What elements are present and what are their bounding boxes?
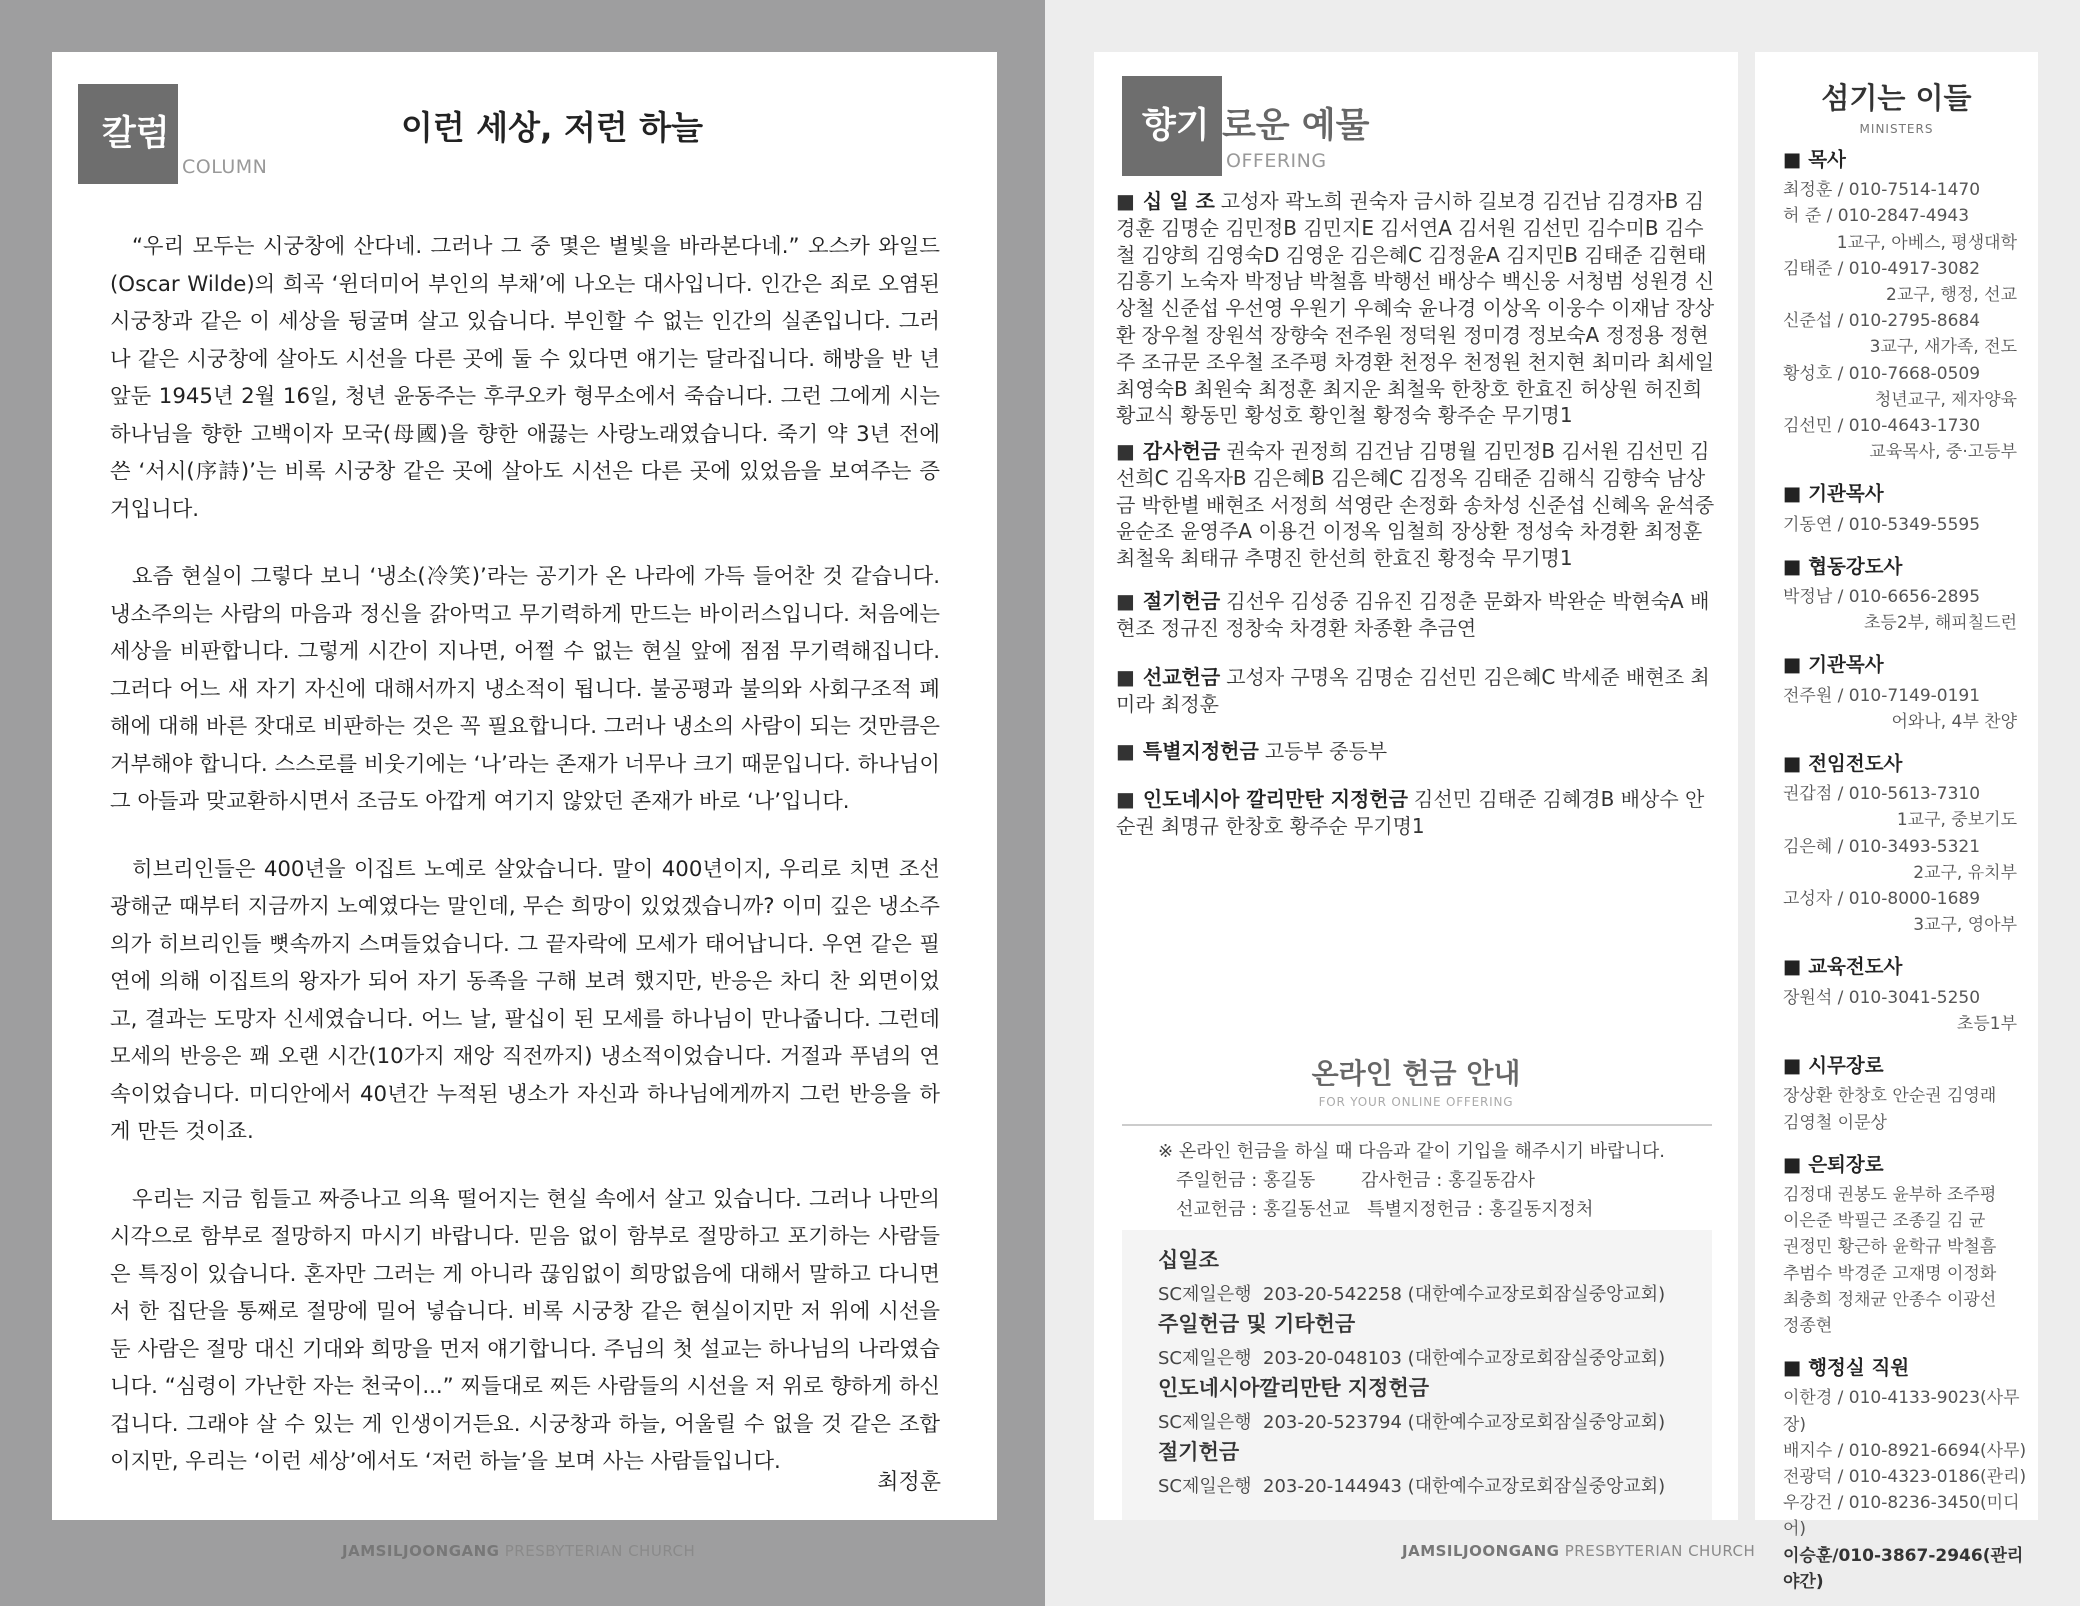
ministers-line: 김선민 / 010-4643-1730	[1783, 416, 1981, 437]
ministers-line: 최충희 정채균 안종수 이광선	[1783, 1289, 1997, 1310]
ministers-section-title: ■ 기관목사	[1783, 482, 1884, 506]
online-divider	[1122, 1124, 1712, 1126]
ministers-line: 정종현	[1783, 1315, 1833, 1336]
ministers-line: 최정훈 / 010-7514-1470	[1783, 180, 1981, 201]
account-item	[1158, 1372, 1665, 1434]
ministers-line: 권정민 황근하 윤학규 박철흠	[1783, 1237, 1997, 1258]
ministers-line: 고성자 / 010-8000-1689	[1783, 889, 1981, 910]
column-paragraph: 우리는 지금 힘들고 짜증나고 의욕 떨어지는 현실 속에서 살고 있습니다. 그러나 나만의 시각으로 함부로 절망하지 마시기 바랍니다. 믿음 없이 함부로 절망하고 포기하는 사람들은 특징이 있습니다. 혼자만 그러는 게 아니라 끊임없이 희망없음에 대해서 말하고 다니면서 한 집단을 통째로 절망에 밀어 넣습니다. 비록 시궁창 같은 현실이지만 저 위에 시선을 둔 사람은 절망 대신 기대와 희망을 먼저 얘기합니다. 주님의 첫 설교는 하나님의 나라였습니다. “심령이 가난한 자는 천국이...” 찌들대로 찌든 사람들의 시선을 저 위로 향하게 하신 겁니다. 그래야 살 수 있는 게 인생이거든요. 시궁창과 하늘, 어울릴 수 없을 것 같은 조합이지만, 우리는 ‘이런 세상’에서도 ‘저런 하늘’을 보며 사는 사람들입니다.	[110, 1186, 940, 1474]
ministers-line: 청년교구, 제자양육	[1874, 389, 2017, 410]
column-paragraph: 요즘 현실이 그렇다 보니 ‘냉소(冷笑)’라는 공기가 온 나라에 가득 들어찬 것 같습니다. 냉소주의는 사람의 마음과 정신을 갉아먹고 무기력하게 만드는 바이러스입니다. 처음에는 세상을 비판합니다. 그렇게 시간이 지나면, 어쩔 수 없는 현실 앞에 점점 무기력해집니다. 그러다 어느 새 자기 자신에 대해서까지 냉소적이 됩니다. 불공평과 불의와 사회구조적 폐해에 대해 바른 잣대로 비판하는 것은 꼭 필요합니다. 그러나 냉소의 사람이 되는 것만큼은 거부해야 합니다. 스스로를 비웃기에는 ‘나’라는 존재가 너무나 크기 때문입니다. 하나님이 그 아들과 맞교환하시면서 조금도 아깝게 여기지 않았던 존재가 바로 ‘나’입니다.	[110, 564, 940, 814]
ministers-title: 섬기는 이들	[1821, 81, 1972, 115]
online-account-box	[1122, 1230, 1712, 1520]
offering-panel	[1094, 52, 1738, 1520]
online-example-1: 주일헌금 : 홍길동 감사헌금 : 홍길동감사	[1176, 1170, 1535, 1191]
ministers-line: 1교구, 아베스, 평생대학	[1836, 232, 2017, 253]
offering-group-title: 선교헌금	[1142, 665, 1221, 689]
offering-badge-sub: OFFERING	[1226, 150, 1327, 172]
ministers-section-title: ■ 협동강도사	[1783, 554, 1903, 578]
account-item	[1158, 1308, 1665, 1370]
ministers-line: 전광덕 / 010-4323-0186(관리)	[1783, 1466, 2027, 1487]
footer-church-rest: PRESBYTERIAN CHURCH	[499, 1542, 696, 1560]
ministers-line: 장상환 한창호 안순권 김영래	[1783, 1086, 1997, 1107]
account-line: SC제일은행 203-20-144943 (대한예수교장로회잠실중앙교회)	[1158, 1476, 1666, 1497]
ministers-line: 초등1부	[1956, 1013, 2017, 1034]
column-badge: 칼럼	[78, 84, 178, 184]
ministers-line: 추범수 박경준 고재명 이정화	[1783, 1263, 1997, 1284]
ministers-section-title: ■ 전임전도사	[1783, 752, 1903, 776]
ministers-panel	[1755, 52, 2038, 1592]
offering-group-title: 인도네시아 깔리만탄 지정헌금	[1142, 787, 1408, 811]
ministers-line: 박정남 / 010-6656-2895	[1783, 587, 1981, 608]
ministers-section-title: ■ 목사	[1783, 148, 1846, 171]
ministers-line: 이은준 박필근 조종길 김 균	[1783, 1211, 1986, 1232]
offering-group-names: 고성자 구명옥 김명순 김선민 김은혜C 박세준 배현조 최미라 최정훈	[1116, 665, 1710, 716]
ministers-line: 장원석 / 010-3041-5250	[1783, 987, 1981, 1008]
ministers-line: 배지수 / 010-8921-6694(사무)	[1783, 1440, 2027, 1461]
online-offering-title: 온라인 헌금 안내	[1311, 1057, 1521, 1090]
column-author: 최정훈	[877, 1470, 941, 1495]
ministers-line: 전주원 / 010-7149-0191	[1783, 685, 1981, 706]
offering-badge-rest: 로운 예물	[1222, 106, 1370, 146]
ministers-line: 신준섭 / 010-2795-8684	[1783, 311, 1981, 332]
offering-group-names: 권숙자 권정희 김건남 김명월 김민정B 김서원 김선민 김선희C 김옥자B 김은혜B 김은혜C 김정옥 김태준 김해식 김향숙 남상금 박한별 배현조 서정희 석영란 손정화 송차성 신준섭 신혜옥 윤석중 윤순조 윤영주A 이용건 이정옥 임철희 장상환 정성숙 차경환 최정훈 최철욱 최태규 추명진 한선희 한효진 황정숙 무기명1	[1116, 439, 1715, 571]
column-badge-sub: COLUMN	[182, 156, 268, 178]
ministers-line: 이한경 / 010-4133-9023(사무장)	[1783, 1388, 2020, 1435]
ministers-line: 권갑점 / 010-5613-7310	[1783, 784, 1981, 805]
offering-group-mission: ■ 선교헌금 고성자 구명옥 김명순 김선민 김은혜C 박세준 배현조 최미라 최정훈	[1116, 665, 1710, 716]
ministers-section-title: ■ 시무장로	[1783, 1054, 1884, 1078]
offering-badge: 향기	[1122, 76, 1222, 176]
ministers-section-title: ■ 교육전도사	[1783, 955, 1903, 979]
footer-church-rest: PRESBYTERIAN CHURCH	[1559, 1542, 1756, 1560]
ministers-line: 우강건 / 010-8236-3450(미디어)	[1783, 1493, 2020, 1540]
online-note	[1158, 1137, 1665, 1224]
footer-left	[342, 1542, 695, 1560]
offering-group-names: 고성자 곽노희 권숙자 금시하 길보경 김건남 김경자B 김경훈 김명순 김민정B 김민지E 김서연A 김서원 김선민 김수미B 김수철 김양희 김영숙D 김영운 김은혜C 김정윤A 김지민B 김태준 김현태 김흥기 노숙자 박정남 박철흠 박행선 배상수 백신웅 서청범 성원경 신상철 신준섭 우선영 우원기 우혜숙 윤나경 이상옥 이웅수 이재남 장상환 장우철 장원석 장향숙 전주원 정덕원 정미경 정보숙A 정정용 정현주 조규문 조우철 조주평 차경환 천정우 천정원 천지현 최미라 최세일 최영숙B 최원숙 최정훈 최지운 최철욱 한창호 한효진 허상원 허진희 황교식 황동민 황성호 황인철 황정숙 황주순 무기명1	[1116, 189, 1715, 428]
ministers-line: 3교구, 영아부	[1913, 915, 2017, 936]
ministers-line: 김은혜 / 010-3493-5321	[1783, 836, 1981, 857]
offering-group-names: 고등부 중등부	[1264, 739, 1388, 763]
offering-group-title: 십 일 조	[1142, 189, 1215, 213]
offering-group-special: ■ 특별지정헌금 고등부 중등부	[1116, 739, 1388, 763]
account-title: 십일조	[1158, 1248, 1219, 1272]
ministers-section-title: ■ 기관목사	[1783, 653, 1884, 677]
ministers-line: 김태준 / 010-4917-3082	[1783, 258, 1981, 279]
ministers-line: 2교구, 행정, 선교	[1886, 285, 2017, 306]
offering-group-tithe: ■ 십 일 조 고성자 곽노희 권숙자 금시하 길보경 김건남 김경자B 김경훈 김명순 김민정B 김민지E 김서연A 김서원 김선민 김수미B 김수철 김양희 김영숙D 김영운 김은혜C 김정윤A 김지민B 김태준 김현태 김흥기 노숙자 박정남 박철흠 박행선 배상수 백신웅 서청범 성원경 신상철 신준섭 우선영 우원기 우혜숙 윤나경 이상옥 이웅수 이재남 장상환 장우철 장원석 장향숙 전주원 정덕원 정미경 정보숙A 정정용 정현주 조규문 조우철 조주평 차경환 천정우 천정원 천지현 최미라 최세일 최영숙B 최원숙 최정훈 최지운 최철욱 한창호 한효진 허상원 허진희 황교식 황동민 황성호 황인철 황정숙 황주순 무기명1	[1116, 189, 1715, 428]
ministers-line: 허 준 / 010-2847-4943	[1783, 206, 1970, 227]
ministers-line: 1교구, 중보기도	[1896, 810, 2017, 831]
footer-church-bold: JAMSILJOONGANG	[1402, 1542, 1560, 1560]
offering-group-season: ■ 절기헌금 김선우 김성중 김유진 김정춘 문화자 박완순 박현숙A 배현조 정규진 정창숙 차경환 차종환 추금연	[1116, 589, 1710, 640]
online-note-text: ※ 온라인 헌금을 하실 때 다음과 같이 기입을 해주시기 바랍니다.	[1158, 1141, 1665, 1162]
ministers-line: 이승훈/010-3867-2946(관리야간)	[1783, 1545, 2024, 1592]
offering-group-thanks: ■ 감사헌금 권숙자 권정희 김건남 김명월 김민정B 김서원 김선민 김선희C 김옥자B 김은혜B 김은혜C 김정옥 김태준 김해식 김향숙 남상금 박한별 배현조 서정희 석영란 손정화 송차성 신준섭 신혜옥 윤석중 윤순조 윤영주A 이용건 이정옥 임철희 장상환 정성숙 차경환 최정훈 최철욱 최태규 추명진 한선희 한효진 황정숙 무기명1	[1116, 439, 1715, 571]
account-item	[1158, 1244, 1665, 1306]
ministers-section-title: ■ 행정실 직원	[1783, 1356, 1910, 1380]
column-body	[110, 228, 940, 1511]
offering-group-title: 감사헌금	[1142, 439, 1221, 463]
footer-right	[1402, 1542, 1755, 1560]
offering-group-title: 절기헌금	[1142, 589, 1221, 613]
online-offering-sub: FOR YOUR ONLINE OFFERING	[1318, 1095, 1514, 1109]
offering-group-indonesia: ■ 인도네시아 깔리만탄 지정헌금 김선민 김태준 김혜경B 배상수 안순권 최명규 한창호 황주순 무기명1	[1116, 787, 1705, 838]
ministers-line: 김정대 권봉도 윤부하 조주평	[1783, 1184, 1997, 1205]
ministers-line: 교육목사, 중·고등부	[1869, 442, 2017, 463]
ministers-line: 김영철 이문상	[1783, 1112, 1887, 1133]
ministers-section-title: ■ 은퇴장로	[1783, 1152, 1884, 1176]
ministers-sub: MINISTERS	[1859, 122, 1934, 136]
ministers-line: 기동연 / 010-5349-5595	[1783, 514, 1981, 535]
column-panel	[52, 52, 997, 1520]
account-title: 주일헌금 및 기타헌금	[1158, 1312, 1356, 1336]
offering-group-title: 특별지정헌금	[1142, 739, 1259, 763]
offering-group-names: 김선우 김성중 김유진 김정춘 문화자 박완순 박현숙A 배현조 정규진 정창숙 차경환 차종환 추금연	[1116, 589, 1710, 640]
ministers-line: 초등2부, 해피칠드런	[1864, 613, 2017, 634]
offering-group-names: 김선민 김태준 김혜경B 배상수 안순권 최명규 한창호 황주순 무기명1	[1116, 787, 1705, 838]
ministers-line: 황성호 / 010-7668-0509	[1783, 363, 1981, 384]
ministers-line: 2교구, 유치부	[1913, 862, 2017, 883]
online-example-2: 선교헌금 : 홍길동선교 특별지정헌금 : 홍길동지정처	[1176, 1199, 1594, 1220]
account-title: 절기헌금	[1158, 1440, 1240, 1464]
column-paragraph: 히브리인들은 400년을 이집트 노예로 살았습니다. 말이 400년이지, 우리로 치면 조선 광해군 때부터 지금까지 노예였다는 말인데, 무슨 희망이 있었겠습니까? 이미 깊은 냉소주의가 히브리인들 뼛속까지 스며들었습니다. 그 끝자락에 모세가 태어납니다. 우연 같은 필연에 의해 이집트의 왕자가 되어 자기 동족을 구해 보려 했지만, 반응은 차디 찬 외면이었고, 결과는 도망자 신세였습니다. 어느 날, 팔십이 된 모세를 하나님이 만나줍니다. 그런데 모세의 반응은 꽤 오랜 시간(10가지 재앙 직전까지) 냉소적이었습니다. 거절과 푸념의 연속이었습니다. 미디안에서 40년간 누적된 냉소가 자신과 하나님에게까지 그런 반응을 하게 만든 것이죠.	[110, 856, 940, 1144]
account-line: SC제일은행 203-20-523794 (대한예수교장로회잠실중앙교회)	[1158, 1412, 1666, 1433]
account-line: SC제일은행 203-20-542258 (대한예수교장로회잠실중앙교회)	[1158, 1284, 1666, 1305]
column-paragraph: “우리 모두는 시궁창에 산다네. 그러나 그 중 몇은 별빛을 바라본다네.” 오스카 와일드(Oscar Wilde)의 희곡 ‘윈더미어 부인의 부채’에 나오는 대사입니다. 인간은 죄로 오염된 시궁창과 같은 이 세상을 뒹굴며 살고 있습니다. 부인할 수 없는 인간의 실존입니다. 그러나 같은 시궁창에 살아도 시선을 다른 곳에 둘 수 있다면 얘기는 달라집니다. 해방을 반 년 앞둔 1945년 2월 16일, 청년 윤동주는 후쿠오카 형무소에서 죽습니다. 그런 그에게 시는 하나님을 향한 고백이자 모국(母國)을 향한 애끓는 사랑노래였습니다. 죽기 약 3년 전에 쓴 ‘서시(序詩)’는 비록 시궁창 같은 곳에 살아도 시선은 다른 곳에 있었음을 보여주는 증거입니다.	[110, 234, 940, 522]
account-title: 인도네시아깔리만탄 지정헌금	[1158, 1376, 1430, 1400]
ministers-list	[1783, 147, 2035, 1595]
account-item	[1158, 1436, 1665, 1498]
footer-church-bold: JAMSILJOONGANG	[342, 1542, 500, 1560]
ministers-line: 어와나, 4부 찬양	[1891, 711, 2017, 732]
ministers-line: 3교구, 새가족, 전도	[1869, 337, 2017, 358]
account-line: SC제일은행 203-20-048103 (대한예수교장로회잠실중앙교회)	[1158, 1348, 1666, 1369]
column-title: 이런 세상, 저런 하늘	[400, 108, 704, 147]
